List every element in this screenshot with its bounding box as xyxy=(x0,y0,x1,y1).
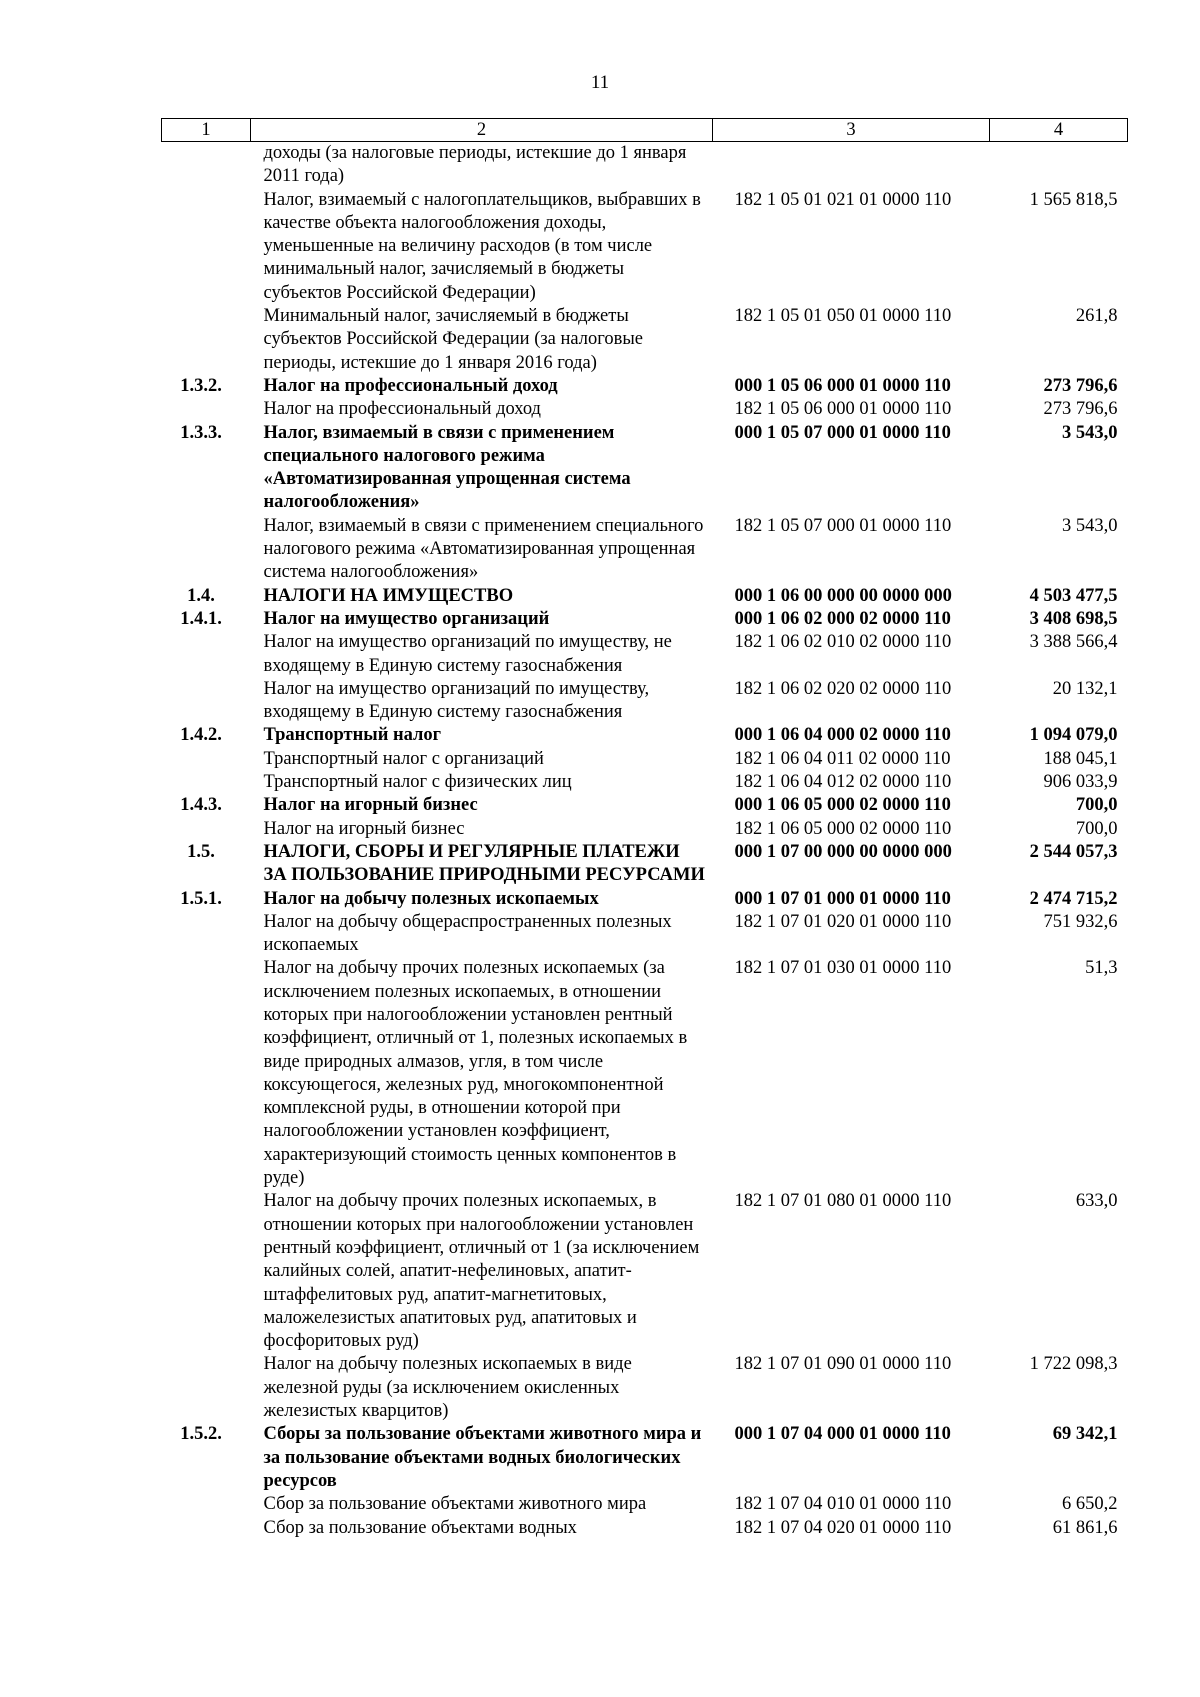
row-name: Транспортный налог с физических лиц xyxy=(263,772,572,793)
row-number xyxy=(162,631,251,678)
table-row xyxy=(162,375,1128,398)
row-amount: 700,0 xyxy=(1075,795,1118,816)
row-name: Налог на добычу прочих полезных ископаемых (за исключением полезных ископаемых, в отношении которых при налогообложении установлен рентный коэффициент, отличный от 1, полезных ископаемых в виде природных алмазов, угля, в том числе коксующегося, железных руд, многокомпонентной комплексной руды, в отношении которой при налогообложении установлен коэффициент, характеризующий стоимость ценных компонентов в руде) xyxy=(263,958,688,1189)
column-header-1: 1 xyxy=(162,119,251,142)
table-row xyxy=(162,794,1128,817)
row-code: 182 1 07 01 030 01 0000 110 xyxy=(734,958,952,979)
row-code: 182 1 06 02 010 02 0000 110 xyxy=(734,632,952,653)
row-name: Налог на профессиональный доход xyxy=(263,399,541,420)
row-amount: 1 565 818,5 xyxy=(1029,189,1118,210)
row-amount xyxy=(990,142,1128,189)
row-number: 1.5. xyxy=(187,841,215,862)
row-code: 182 1 06 04 012 02 0000 110 xyxy=(734,772,952,793)
row-code: 182 1 05 01 021 01 0000 110 xyxy=(734,189,952,210)
row-code: 182 1 06 05 000 02 0000 110 xyxy=(734,818,952,839)
row-code: 182 1 05 07 000 01 0000 110 xyxy=(734,515,952,536)
row-amount: 2 474 715,2 xyxy=(1029,888,1118,909)
row-name: Налог на добычу прочих полезных ископаемых, в отношении которых при налогообложении установлен рентный коэффициент, отличный от 1 (за исключением калийных солей, апатит-нефелиновых, апатит-штаффелитовых руд, апатит-магнетитовых, маложелезистых апатитовых руд, апатитовых и фосфоритовых руд) xyxy=(263,1191,700,1352)
row-amount: 20 132,1 xyxy=(1052,678,1118,699)
row-name: Налог на профессиональный доход xyxy=(263,375,558,396)
row-number: 1.5.2. xyxy=(180,1424,222,1445)
row-amount: 61 861,6 xyxy=(1052,1517,1118,1538)
row-amount: 3 543,0 xyxy=(1062,422,1118,443)
table-row xyxy=(162,1190,1128,1353)
row-name: Сбор за пользование объектами водных xyxy=(263,1517,577,1538)
row-code: 182 1 07 04 020 01 0000 110 xyxy=(734,1517,952,1538)
row-code: 000 1 06 02 000 02 0000 110 xyxy=(734,608,951,629)
row-amount: 751 932,6 xyxy=(1043,911,1118,932)
row-name: Налог, взимаемый в связи с применением специального налогового режима «Автоматизированная упрощенная система налогообложения» xyxy=(263,515,704,583)
row-name: Налог на игорный бизнес xyxy=(263,795,478,816)
budget-revenue-table xyxy=(161,118,1128,1540)
row-code: 000 1 06 00 000 00 0000 000 xyxy=(734,585,952,606)
row-number xyxy=(162,1493,251,1516)
header-row xyxy=(162,119,1128,142)
row-name: Налог на добычу общераспространенных полезных ископаемых xyxy=(263,911,672,956)
row-code: 182 1 07 04 010 01 0000 110 xyxy=(734,1494,952,1515)
row-name: Налог на добычу полезных ископаемых в виде железной руды (за исключением окисленных железистых кварцитов) xyxy=(263,1354,632,1422)
row-amount: 69 342,1 xyxy=(1052,1424,1118,1445)
row-name: Налог, взимаемый в связи с применением специального налогового режима «Автоматизированная упрощенная система налогообложения» xyxy=(263,422,631,513)
row-number xyxy=(162,911,251,958)
row-number xyxy=(162,142,251,189)
row-code: 182 1 06 02 020 02 0000 110 xyxy=(734,678,952,699)
row-amount: 261,8 xyxy=(1075,306,1118,327)
row-number xyxy=(162,1353,251,1423)
row-number xyxy=(162,748,251,771)
row-number xyxy=(162,818,251,841)
row-number: 1.4. xyxy=(187,585,215,606)
row-code: 000 1 07 01 000 01 0000 110 xyxy=(734,888,951,909)
table-row xyxy=(162,771,1128,794)
table-body xyxy=(162,142,1128,1540)
row-name: Налог на имущество организаций по имуществу, входящему в Единую систему газоснабжения xyxy=(263,678,650,723)
table-row xyxy=(162,305,1128,375)
row-amount: 1 722 098,3 xyxy=(1029,1354,1118,1375)
row-name: Транспортный налог xyxy=(263,725,442,746)
table-row xyxy=(162,1517,1128,1540)
row-code: 000 1 05 06 000 01 0000 110 xyxy=(734,375,951,396)
row-number xyxy=(162,771,251,794)
row-number: 1.3.3. xyxy=(180,422,222,443)
table-row xyxy=(162,1493,1128,1516)
row-number xyxy=(162,1190,251,1353)
table-row xyxy=(162,398,1128,421)
row-name: Сбор за пользование объектами животного мира xyxy=(263,1494,647,1515)
row-number: 1.4.3. xyxy=(180,795,222,816)
row-name: Транспортный налог с организаций xyxy=(263,748,544,769)
table-row xyxy=(162,911,1128,958)
row-code: 182 1 07 01 090 01 0000 110 xyxy=(734,1354,952,1375)
column-header-4: 4 xyxy=(990,119,1128,142)
row-number xyxy=(162,515,251,585)
row-number: 1.4.1. xyxy=(180,608,222,629)
row-amount: 3 388 566,4 xyxy=(1029,632,1118,653)
row-name: Налог на добычу полезных ископаемых xyxy=(263,888,599,909)
table-row xyxy=(162,957,1128,1190)
row-amount: 1 094 079,0 xyxy=(1029,725,1118,746)
table-row xyxy=(162,888,1128,911)
row-code: 182 1 07 01 080 01 0000 110 xyxy=(734,1191,952,1212)
row-amount: 3 543,0 xyxy=(1062,515,1118,536)
column-header-3: 3 xyxy=(713,119,990,142)
table-row xyxy=(162,585,1128,608)
table-row xyxy=(162,422,1128,515)
row-name: Налог, взимаемый с налогоплательщиков, выбравших в качестве объекта налогообложения доходы, уменьшенные на величину расходов (в том числе минимальный налог, зачисляемый в бюджеты субъектов Российской Федерации) xyxy=(263,189,701,303)
row-amount: 273 796,6 xyxy=(1043,375,1118,396)
row-number xyxy=(162,305,251,375)
column-header-2: 2 xyxy=(251,119,713,142)
table-row xyxy=(162,841,1128,888)
row-number xyxy=(162,189,251,305)
row-code: 000 1 06 05 000 02 0000 110 xyxy=(734,795,951,816)
row-amount: 633,0 xyxy=(1075,1191,1118,1212)
row-number xyxy=(162,398,251,421)
row-number xyxy=(162,678,251,725)
row-name: Налог на имущество организаций по имуществу, не входящему в Единую систему газоснабжения xyxy=(263,632,672,676)
row-amount: 4 503 477,5 xyxy=(1029,585,1118,606)
row-code: 182 1 07 01 020 01 0000 110 xyxy=(734,911,952,932)
row-number: 1.3.2. xyxy=(180,375,222,396)
row-amount: 6 650,2 xyxy=(1062,1494,1118,1515)
row-name: Налог на игорный бизнес xyxy=(263,818,465,839)
table-row xyxy=(162,189,1128,305)
row-name: НАЛОГИ, СБОРЫ И РЕГУЛЯРНЫЕ ПЛАТЕЖИ ЗА ПОЛЬЗОВАНИЕ ПРИРОДНЫМИ РЕСУРСАМИ xyxy=(263,841,705,886)
row-name: доходы (за налоговые периоды, истекшие до 1 января 2011 года) xyxy=(263,143,687,187)
row-amount: 906 033,9 xyxy=(1043,772,1118,793)
row-code: 000 1 07 00 000 00 0000 000 xyxy=(734,841,952,862)
row-number: 1.4.2. xyxy=(180,725,222,746)
row-code: 000 1 06 04 000 02 0000 110 xyxy=(734,725,951,746)
row-name: Сборы за пользование объектами животного мира и за пользование объектами водных биологических ресурсов xyxy=(263,1424,702,1491)
table-row xyxy=(162,818,1128,841)
table-row xyxy=(162,608,1128,631)
row-number: 1.5.1. xyxy=(180,888,222,909)
row-name: Минимальный налог, зачисляемый в бюджеты субъектов Российской Федерации (за налоговые периоды, истекшие до 1 января 2016 года) xyxy=(263,306,644,373)
row-name: НАЛОГИ НА ИМУЩЕСТВО xyxy=(263,585,514,606)
row-amount: 3 408 698,5 xyxy=(1029,608,1118,629)
table-row xyxy=(162,631,1128,678)
row-code xyxy=(713,142,990,189)
table-row xyxy=(162,724,1128,747)
row-amount: 700,0 xyxy=(1075,818,1118,839)
page-number: 11 xyxy=(590,72,610,93)
row-name: Налог на имущество организаций xyxy=(263,608,550,629)
table-row xyxy=(162,1353,1128,1423)
row-code: 182 1 05 01 050 01 0000 110 xyxy=(734,306,952,327)
row-code: 000 1 07 04 000 01 0000 110 xyxy=(734,1424,951,1445)
row-number xyxy=(162,1517,251,1540)
row-code: 182 1 06 04 011 02 0000 110 xyxy=(734,748,951,769)
table-row xyxy=(162,678,1128,725)
table-row xyxy=(162,515,1128,585)
row-amount: 188 045,1 xyxy=(1043,748,1118,769)
row-amount: 2 544 057,3 xyxy=(1029,841,1118,862)
row-amount: 273 796,6 xyxy=(1043,399,1118,420)
row-code: 182 1 05 06 000 01 0000 110 xyxy=(734,399,952,420)
table-header xyxy=(162,119,1128,142)
row-code: 000 1 05 07 000 01 0000 110 xyxy=(734,422,951,443)
row-number xyxy=(162,957,251,1190)
table-row xyxy=(162,142,1128,189)
row-amount: 51,3 xyxy=(1085,958,1118,979)
table-row xyxy=(162,748,1128,771)
table-row xyxy=(162,1423,1128,1493)
